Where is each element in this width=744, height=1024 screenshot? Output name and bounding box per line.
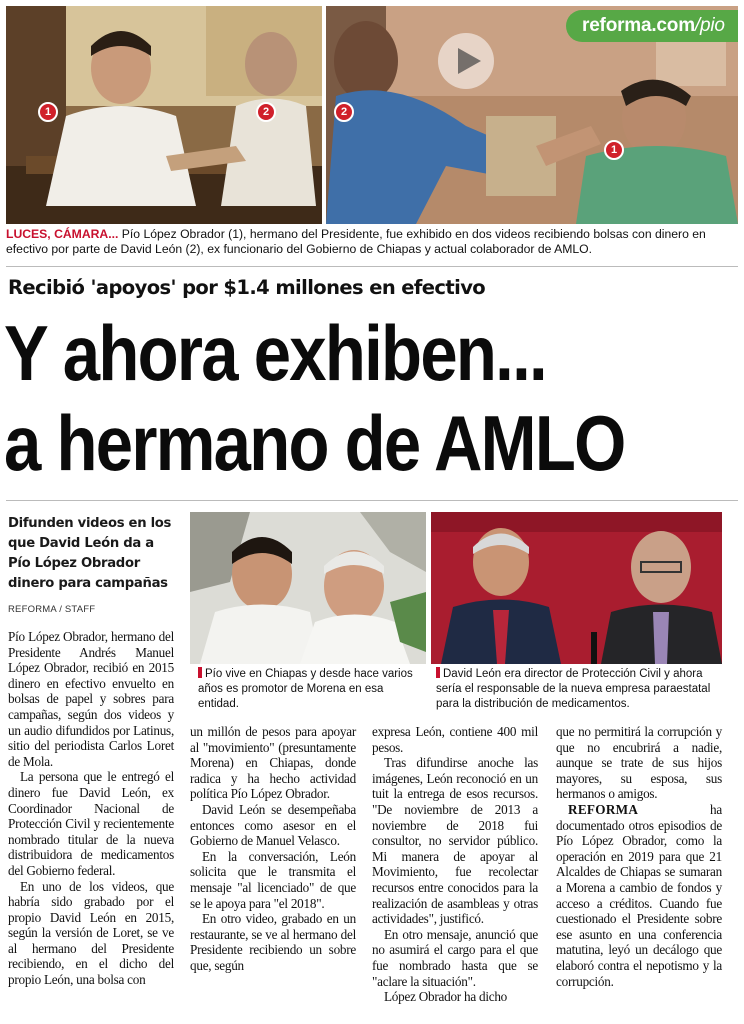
photo-amlo-and-david-leon [431,512,722,664]
paragraph: Tras difundirse anoche las imágenes, León reconoció en un tuit la entrega de esos recursos. "De noviembre de 2013 a noviembre de 2018 fui consultor, no servidor público. Mi manera de apoyar al Movimiento, fue recolectar recursos entre conocidos para la realización de asambleas y otras actividades", justificó. [372,755,538,927]
paragraph: un millón de pesos para apoyar al "movimiento" (presuntamente Morena) en Chiapas, donde radica y ha hecho actividad política Pío López Obrador. [190,724,356,802]
deck-headline: Recibió 'apoyos' por $1.4 millones en efectivo [8,276,486,299]
person-2-badge: 2 [334,102,354,122]
byline: REFORMA / STAFF [8,604,96,615]
photo-caption-david-leon [436,667,726,712]
photo-caption-text: Pío vive en Chiapas y desde hace varios años es promotor de Morena en esa entidad. [198,668,413,710]
headline-line-2: a hermano de AMLO [4,399,625,487]
paragraph: En uno de los videos, que habría sido grabado por el propio David León en 2015, según la versión de Loret, se ve al hermano del Presidente recibiendo, en el dicho del propio León, una bolsa con [8,878,174,988]
photo-caption-pio [198,667,426,712]
caption-marker [198,667,202,678]
reforma-mention: REFORMA [568,801,639,817]
paragraph: En otro mensaje, anunció que no asumirá el cargo para el que fue nombrado hasta que se "aclare la situación". [372,926,538,989]
person-1-badge: 1 [38,102,58,122]
caption-marker [436,667,440,678]
paragraph: David León se desempeñaba entonces como asesor en el Gobierno de Manuel Velasco. [190,801,356,849]
photo-pio-receiving-money-table [6,6,322,224]
article-column-3 [372,724,538,1005]
paragraph-text: ha documentado otros episodios de Pío López Obrador, como la operación en 2019 para que 21 Alcaldes de Chiapas se sumaran a Morena a cambio de fondos y acceso a créditos. Cuando fue cuestionado el Presidente sobre ese asunto en una conferencia matutina, leyó un decálogo que elaboró contra el nepotismo y la corrupción. [556,801,722,989]
article-column-4 [556,724,722,989]
caption-kicker: LUCES, CÁMARA... [6,227,119,241]
brand-section: /pio [694,15,725,36]
paragraph: expresa León, contiene 400 mil pesos. [372,724,538,755]
caption-text: Pío López Obrador (1), hermano del Presidente, fue exhibido en dos videos recibiendo bolsas con dinero en efectivo por parte de David León (2), ex funcionario del Gobierno de Chiapas y actual colaborador de AMLO. [6,227,706,256]
divider [6,500,738,501]
top-photo-caption [6,227,738,257]
person-2-badge: 2 [256,102,276,122]
summary: Difunden videos en los que David León da a Pío López Obrador dinero para campañas [8,516,172,591]
paragraph [556,802,722,989]
brand-name: reforma.com [582,15,695,36]
headline-line-1: Y ahora exhiben... [4,309,546,397]
article-column-2 [190,724,356,974]
paragraph: que no permitirá la corrupción y que no encubrirá a nadie, aunque se trate de sus hijos mayores, su esposa, sus hermanos o amigos. [556,724,722,802]
paragraph: Pío López Obrador, hermano del Presidente Andrés Manuel López Obrador, recibió en 2015 dinero en efectivo envuelto en bolsas de papel y sobres para campañas, según dos videos y un audio difundidos por Latinus, sitio del periodista Carlos Loret de Mola. [8,629,174,769]
paragraph: López Obrador ha dicho [384,989,508,1005]
reforma-brand-tab[interactable] [566,10,738,42]
paragraph: En otro video, grabado en un restaurante, se ve al hermano del Presidente recibiendo un sobre que, según [190,911,356,973]
person-1-badge: 1 [604,140,624,160]
paragraph: En la conversación, León solicita que le transmita el mensaje "al licenciado" de que se le apoya para "el 2018". [190,848,356,911]
paragraph: La persona que le entregó el dinero fue David León, ex Coordinador Nacional de Protección Civil y recientemente nombrado titular de la nueva distribuidora de medicamentos del Gobierno federal. [8,769,174,878]
photo-pio-with-amlo [190,512,426,664]
divider [6,266,738,267]
article-column-1 [8,629,174,988]
photo-caption-text: David León era director de Protección Civil y ahora sería el responsable de la nueva empresa paraestatal para la distribución de medicamentos. [436,668,711,710]
